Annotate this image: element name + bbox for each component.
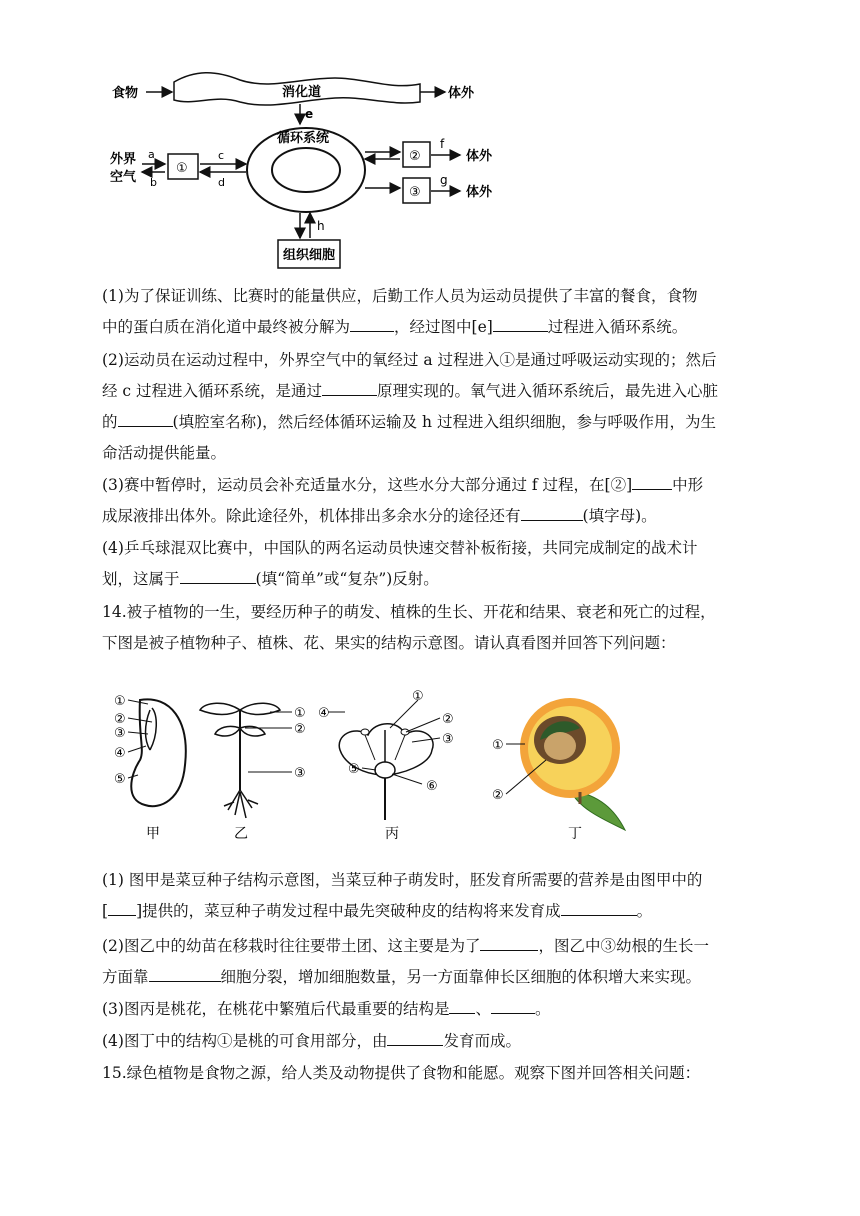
- out-top-label: 体外: [448, 86, 475, 101]
- fig-label-bing: 丙: [385, 826, 399, 842]
- answer-blank[interactable]: [118, 409, 173, 427]
- q14-intro: [102, 597, 762, 659]
- outside-air-label-1: 外界: [110, 152, 137, 167]
- organ-2-label: ②: [409, 149, 421, 164]
- q14-p1-line1: (1) 图甲是菜豆种子结构示意图，当菜豆种子萌发时，胚发育所需要的营养是由图甲中的: [102, 871, 703, 889]
- q15-intro: [102, 1058, 762, 1089]
- q13-p4-line1: (4)乒乓球混双比赛中，中国队的两名运动员快速交替补板衔接，共同完成制定的战术计: [102, 539, 698, 557]
- q13-part3: [102, 470, 762, 532]
- circulation-label: 循环系统: [277, 131, 330, 146]
- outside-air-label-2: 空气: [110, 170, 137, 185]
- q15-intro-line: 15.绿色植物是食物之源，给人类及动物提供了食物和能愿。观察下图并回答相关问题：: [102, 1064, 701, 1082]
- q14-part3: [102, 994, 762, 1025]
- q13-p2-line2: 经 c 过程进入循环系统，是通过 原理实现的。氧气进入循环系统后，最先进入心脏: [102, 376, 762, 407]
- seed-label-5: ⑤: [114, 772, 126, 787]
- q13-p4-line2: 划，这属于 (填“简单”或“复杂”)反射。: [102, 564, 762, 595]
- answer-blank[interactable]: [449, 996, 475, 1014]
- g-label: g: [440, 173, 448, 187]
- circulation-diagram: [100, 60, 520, 275]
- peach-figure: [492, 698, 625, 842]
- answer-blank[interactable]: [491, 996, 535, 1014]
- out-f-label: 体外: [466, 149, 493, 164]
- flower-label-6: ⑥: [426, 779, 438, 794]
- q14-p2-line1: (2)图乙中的幼苗在移栽时往往要带土团、这主要是为了 ，图乙中③幼根的生长一: [102, 931, 762, 962]
- organ-1-label: ①: [176, 161, 188, 176]
- q13-part2: [102, 345, 762, 469]
- plant-structure-diagram: [100, 680, 660, 850]
- q14-part1: [102, 865, 762, 927]
- flower-label-3: ③: [442, 732, 454, 747]
- flower-label-4: ④: [318, 706, 330, 721]
- seed-label-4: ④: [114, 746, 126, 761]
- flower-figure: [318, 689, 454, 842]
- answer-blank[interactable]: [149, 964, 221, 982]
- answer-blank[interactable]: [180, 566, 256, 584]
- e-label: e: [305, 107, 314, 121]
- q13-p3-line1: (3)赛中暂停时，运动员会补充适量水分，这些水分大部分通过 f 过程，在[②] 中形: [102, 470, 762, 501]
- q14-intro-line1: 14.被子植物的一生，要经历种子的萌发、植株的生长、开花和结果、衰老和死亡的过程，: [102, 603, 716, 621]
- q14-intro-line2: 下图是被子植物种子、植株、花、果实的结构示意图。请认真看图并回答下列问题：: [102, 634, 676, 652]
- answer-blank[interactable]: [493, 314, 548, 332]
- q13-p2-line4: 命活动提供能量。: [102, 444, 227, 462]
- seed-label-2: ②: [114, 712, 126, 727]
- answer-blank[interactable]: [387, 1028, 443, 1046]
- flower-label-5: ⑤: [348, 762, 360, 777]
- food-label: 食物: [112, 86, 139, 101]
- bean-seed-figure: [114, 694, 186, 842]
- d-label: d: [218, 176, 225, 189]
- q13-p3-line2: 成尿液排出体外。除此途径外，机体排出多余水分的途径还有 (填字母)。: [102, 501, 762, 532]
- answer-blank[interactable]: [322, 378, 377, 396]
- a-label: a: [148, 148, 155, 161]
- q14-p3-line: (3)图丙是桃花，在桃花中繁殖后代最重要的结构是 、 。: [102, 994, 762, 1025]
- b-label: b: [150, 176, 157, 189]
- q13-p1-line1: (1)为了保证训练、比赛时的能量供应，后勤工作人员为运动员提供了丰富的餐食，食物: [102, 287, 698, 305]
- answer-blank[interactable]: [521, 503, 583, 521]
- peach-label-1: ①: [492, 738, 504, 753]
- out-g-label: 体外: [466, 185, 493, 200]
- seed-label-1: ①: [114, 694, 126, 709]
- seedling-label-1: ①: [294, 706, 306, 721]
- q13-p1-line2: 中的蛋白质在消化道中最终被分解为 ，经过图中[e] 过程进入循环系统。: [102, 312, 762, 343]
- q13-part4: [102, 533, 762, 595]
- answer-blank[interactable]: [108, 898, 136, 916]
- q14-p2-line2: 方面靠 细胞分裂，增加细胞数量，另一方面靠伸长区细胞的体积增大来实现。: [102, 962, 762, 993]
- answer-blank[interactable]: [480, 933, 538, 951]
- fig-label-yi: 乙: [234, 826, 248, 842]
- answer-blank[interactable]: [561, 898, 637, 916]
- q13-p2-line1: (2)运动员在运动过程中，外界空气中的氧经过 a 过程进入①是通过呼吸运动实现的；然后: [102, 351, 717, 369]
- flower-label-2: ②: [442, 712, 454, 727]
- fig-label-ding: 丁: [568, 826, 582, 842]
- seedling-figure: [200, 703, 306, 842]
- flower-label-1: ①: [412, 689, 424, 704]
- digestive-label: 消化道: [282, 85, 322, 100]
- seed-label-3: ③: [114, 726, 126, 741]
- q14-p1-line2: [ ]提供的，菜豆种子萌发过程中最先突破种皮的结构将来发育成 。: [102, 896, 762, 927]
- f-label: f: [440, 137, 445, 151]
- answer-blank[interactable]: [350, 314, 394, 332]
- answer-blank[interactable]: [632, 472, 672, 490]
- peach-label-2: ②: [492, 788, 504, 803]
- fig-label-jia: 甲: [146, 826, 160, 842]
- seedling-label-2: ②: [294, 722, 306, 737]
- q13-p2-line3: 的 (填腔室名称)，然后经体循环运输及 h 过程进入组织细胞，参与呼吸作用，为生: [102, 407, 762, 438]
- organ-3-label: ③: [409, 185, 421, 200]
- q14-part2: [102, 931, 762, 993]
- q14-p4-line: (4)图丁中的结构①是桃的可食用部分，由 发育而成。: [102, 1026, 762, 1057]
- q14-part4: [102, 1026, 762, 1057]
- q13-part1: [102, 281, 762, 343]
- h-label: h: [317, 219, 325, 233]
- c-label: c: [218, 149, 225, 162]
- tissue-label: 组织细胞: [283, 248, 336, 263]
- seedling-label-3: ③: [294, 766, 306, 781]
